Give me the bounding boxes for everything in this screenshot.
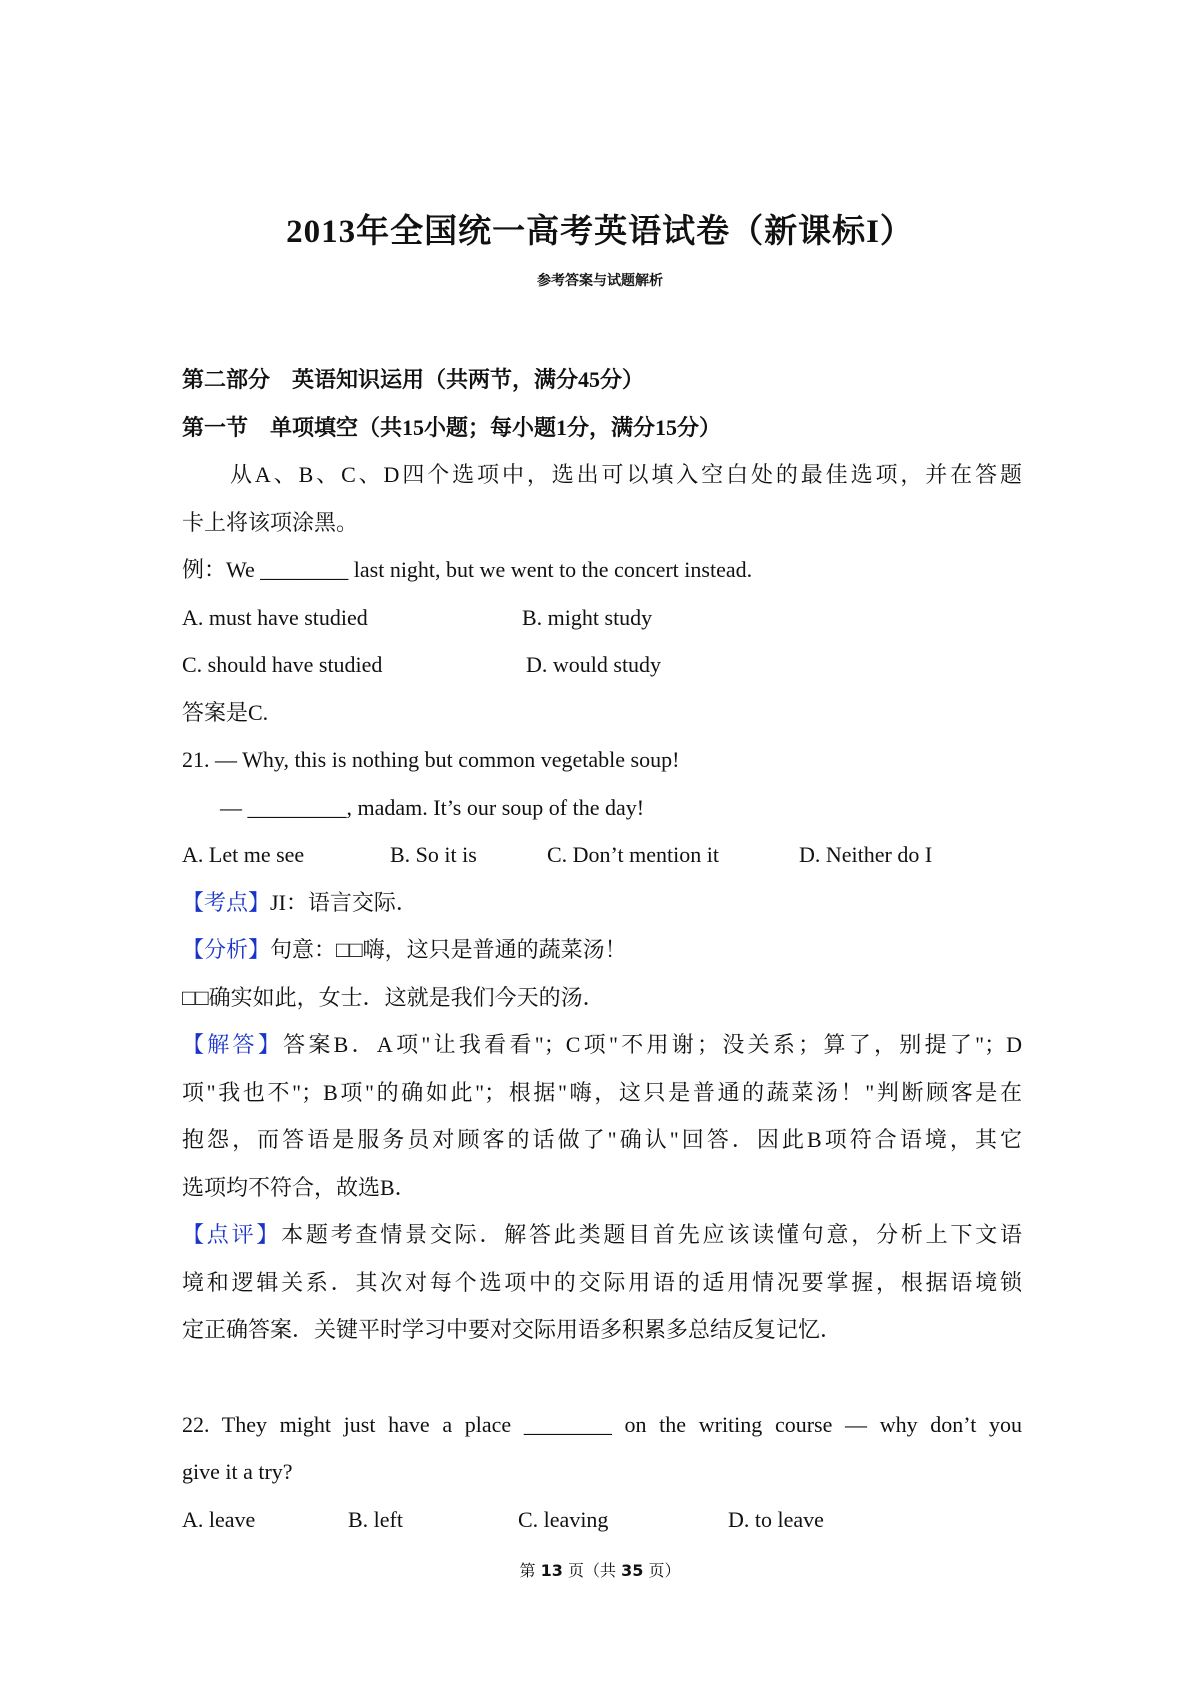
jieda-text-2: 项"我也不"；B项"的确如此"；根据"嗨，这只是普通的蔬菜汤！"判断顾客是在 xyxy=(182,1079,1022,1105)
kaodian-tag: 【考点】 xyxy=(182,889,271,915)
jieda-tag: 【解答】 xyxy=(182,1032,284,1057)
content-body xyxy=(182,356,1022,1543)
q21-stem-line-2: — _________, madam. It’s our soup of the day! xyxy=(220,794,645,820)
page-title: 2013年全国统一高考英语试卷（新课标I） xyxy=(286,214,914,250)
q22-options xyxy=(182,1496,1022,1544)
instructions-line-2: 卡上将该项涂黑。 xyxy=(182,509,359,535)
kaodian-text: JI：语言交际． xyxy=(270,889,418,915)
footer-prefix: 第 xyxy=(519,1561,536,1580)
q22-option-a: A. leave xyxy=(182,1506,256,1532)
q22-stem-line-2: give it a try? xyxy=(182,1459,293,1484)
example-stem: 例：We ________ last night, but we went to the concert instead. xyxy=(182,557,753,582)
fenxi-text-2: □□确实如此，女士．这就是我们今天的汤． xyxy=(182,984,605,1010)
example-options-row-2 xyxy=(182,641,1022,689)
example-answer: 答案是C. xyxy=(182,699,269,725)
q21-kaodian xyxy=(182,879,1022,927)
q21-options xyxy=(182,831,1022,879)
q22-option-d: D. to leave xyxy=(728,1506,824,1532)
example-options-row-1 xyxy=(182,594,1022,642)
dianping-text-3: 定正确答案．关键平时学习中要对交际用语多积累多总结反复记忆． xyxy=(182,1317,843,1342)
example-option-c: C. should have studied xyxy=(182,652,383,677)
fenxi-text-1: 句意：□□嗨，这只是普通的蔬菜汤！ xyxy=(270,937,627,962)
page-subtitle: 参考答案与试题解析 xyxy=(537,273,663,289)
example-option-b: B. might study xyxy=(522,604,653,630)
q22-stem-line-1: 22. They might just have a place ________ on the writing course — why don’t you xyxy=(182,1411,1022,1437)
q21-option-d: D. Neither do I xyxy=(799,842,933,867)
q21-stem-line-1: 21. — Why, this is nothing but common vegetable soup! xyxy=(182,747,680,772)
jieda-text-1: 答案B．A项"让我看看"；C项"不用谢；没关系；算了，别提了"；D xyxy=(283,1032,1022,1057)
dianping-text-1: 本题考查情景交际．解答此类题目首先应该读懂句意，分析上下文语 xyxy=(281,1222,1022,1247)
fenxi-tag: 【分析】 xyxy=(182,937,271,962)
section-node-heading: 第一节 单项填空（共15小题；每小题1分，满分15分） xyxy=(182,414,722,440)
jieda-text-4: 选项均不符合，故选B． xyxy=(182,1174,417,1200)
question-gap xyxy=(182,1354,1022,1384)
q21-option-a: A. Let me see xyxy=(182,842,305,867)
footer-page-number: 13 xyxy=(540,1561,563,1580)
q21-option-b: B. So it is xyxy=(390,842,477,867)
q21-dianping xyxy=(182,1211,1022,1259)
instructions-line-1: 从A、B、C、D四个选项中，选出可以填入空白处的最佳选项，并在答题 xyxy=(230,462,1022,487)
footer-total-pages: 35 xyxy=(621,1561,644,1580)
section-part-heading: 第二部分 英语知识运用（共两节，满分45分） xyxy=(182,367,645,392)
example-option-d: D. would study xyxy=(526,652,662,677)
footer-middle: 页（共 xyxy=(567,1561,616,1580)
page-footer xyxy=(0,1558,1200,1581)
footer-suffix: 页） xyxy=(648,1561,681,1580)
dianping-tag: 【点评】 xyxy=(182,1222,282,1247)
q21-fenxi xyxy=(182,926,1022,974)
dianping-text-2: 境和逻辑关系．其次对每个选项中的交际用语的适用情况要掌握，根据语境锁 xyxy=(182,1269,1022,1295)
jieda-text-3: 抱怨，而答语是服务员对顾客的话做了"确认"回答．因此B项符合语境，其它 xyxy=(182,1127,1022,1152)
q22-option-c: C. leaving xyxy=(518,1506,609,1532)
example-option-a: A. must have studied xyxy=(182,604,368,630)
q21-jieda xyxy=(182,1021,1022,1069)
q22-option-b: B. left xyxy=(348,1506,403,1532)
q21-option-c: C. Don’t mention it xyxy=(547,842,719,867)
